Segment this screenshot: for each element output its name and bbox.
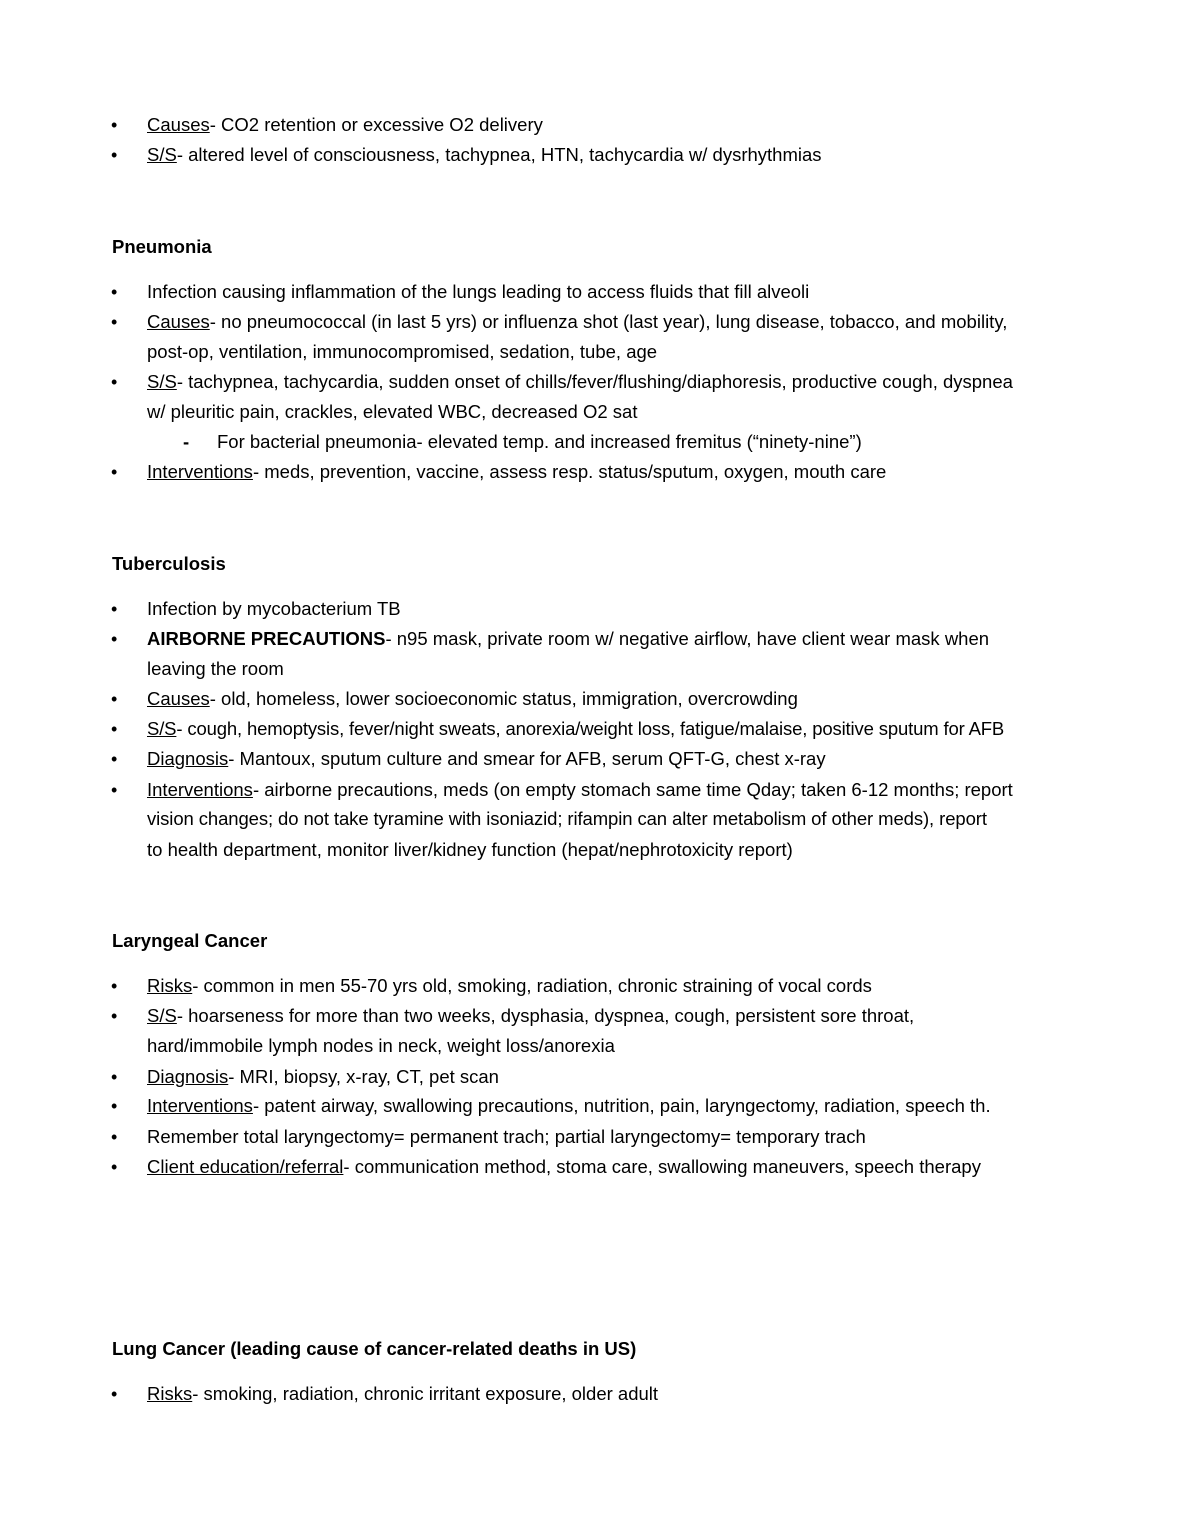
bullet: • [111,599,118,619]
interventions-label: Interventions [147,1095,253,1116]
item-text: - no pneumococcal (in last 5 yrs) or influenza shot (last year), lung disease, tobacco, and mobility, [209,311,1008,332]
item-text: - common in men 55-70 yrs old, smoking, radiation, chronic straining of vocal cords [192,975,872,996]
list-item [147,140,822,170]
list-item [147,110,543,140]
causes-label: Causes [147,114,210,135]
list-item-continuation: w/ pleuritic pain, crackles, elevated WBC, decreased O2 sat [147,401,638,422]
item-text: - airborne precautions, meds (on empty stomach same time Qday; taken 6-12 months; report [252,779,1013,800]
section-heading-tuberculosis: Tuberculosis [112,553,226,574]
item-text: - old, homeless, lower socioeconomic status, immigration, overcrowding [209,688,798,709]
causes-label: Causes [147,311,210,332]
item-text: - Mantoux, sputum culture and smear for AFB, serum QFT-G, chest x-ray [228,748,826,769]
bullet: • [111,1096,118,1116]
item-text: - hoarseness for more than two weeks, dysphasia, dyspnea, cough, persistent sore throat, [176,1005,915,1026]
item-text: - CO2 retention or excessive O2 delivery [209,114,543,135]
bullet: • [111,1157,118,1177]
list-item [147,684,798,714]
item-text: - patent airway, swallowing precautions, nutrition, pain, laryngectomy, radiation, speech th. [252,1095,991,1116]
list-item [147,1062,499,1092]
list-item: Infection causing inflammation of the lungs leading to access fluids that fill alveoli [147,281,810,302]
item-text: - cough, hemoptysis, fever/night sweats, anorexia/weight loss, fatigue/malaise, positive sputum for AFB [176,718,1005,739]
bullet: • [111,749,118,769]
list-item [147,457,886,487]
item-text: - tachypnea, tachycardia, sudden onset of chills/fever/flushing/diaphoresis, productive cough, dyspnea [176,371,1013,392]
bullet: • [111,1067,118,1087]
list-item [147,367,1013,397]
section-heading-lung-cancer: Lung Cancer (leading cause of cancer-related deaths in US) [112,1338,637,1359]
interventions-label: Interventions [147,461,253,482]
diagnosis-label: Diagnosis [147,1066,229,1087]
list-item: Remember total laryngectomy= permanent trach; partial laryngectomy= temporary trach [147,1126,866,1147]
bullet: • [111,282,118,302]
diagnosis-label: Diagnosis [147,748,229,769]
bullet: • [111,1384,118,1404]
item-text: - smoking, radiation, chronic irritant exposure, older adult [192,1383,659,1404]
ss-label: S/S [147,371,177,392]
list-item [147,1152,981,1182]
ss-label: S/S [147,144,177,165]
list-item-continuation: vision changes; do not take tyramine with isoniazid; rifampin can alter metabolism of other meds), report [147,808,987,829]
list-item [147,624,989,654]
risks-label: Risks [147,1383,193,1404]
bullet: • [111,145,118,165]
list-item: Infection by mycobacterium TB [147,598,401,619]
section-heading-laryngeal-cancer: Laryngeal Cancer [112,930,268,951]
bullet: • [111,689,118,709]
bullet: • [111,312,118,332]
risks-label: Risks [147,975,193,996]
ss-label: S/S [147,1005,177,1026]
item-text: - communication method, stoma care, swallowing maneuvers, speech therapy [343,1156,981,1177]
list-item-continuation: post-op, ventilation, immunocompromised, sedation, tube, age [147,341,658,362]
item-text: - n95 mask, private room w/ negative airflow, have client wear mask when [385,628,990,649]
bullet: • [111,115,118,135]
list-item [147,307,1007,337]
section-heading-pneumonia: Pneumonia [112,236,212,257]
list-item-continuation: hard/immobile lymph nodes in neck, weight loss/anorexia [147,1035,615,1056]
item-text: - meds, prevention, vaccine, assess resp. status/sputum, oxygen, mouth care [252,461,887,482]
sub-list-item: For bacterial pneumonia- elevated temp. and increased fremitus (“ninety-nine”) [217,431,862,452]
list-item-continuation: to health department, monitor liver/kidney function (hepat/nephrotoxicity report) [147,839,793,860]
client-education-label: Client education/referral [147,1156,344,1177]
sub-bullet-dash: - [183,431,190,452]
list-item [147,1001,914,1031]
list-item-continuation: leaving the room [147,658,284,679]
bullet: • [111,780,118,800]
list-item [147,775,1013,805]
list-item [147,744,826,774]
list-item [147,971,872,1001]
bullet: • [111,976,118,996]
list-item [147,1379,658,1409]
ss-label: S/S [147,718,177,739]
bullet: • [111,462,118,482]
interventions-label: Interventions [147,779,253,800]
bullet: • [111,1127,118,1147]
bullet: • [111,719,118,739]
list-item [147,714,1004,744]
item-text: - altered level of consciousness, tachypnea, HTN, tachycardia w/ dysrhythmias [176,144,822,165]
bullet: • [111,629,118,649]
causes-label: Causes [147,688,210,709]
airborne-label: AIRBORNE PRECAUTIONS [147,628,386,649]
list-item [147,1091,991,1121]
bullet: • [111,372,118,392]
bullet: • [111,1006,118,1026]
item-text: - MRI, biopsy, x-ray, CT, pet scan [228,1066,499,1087]
